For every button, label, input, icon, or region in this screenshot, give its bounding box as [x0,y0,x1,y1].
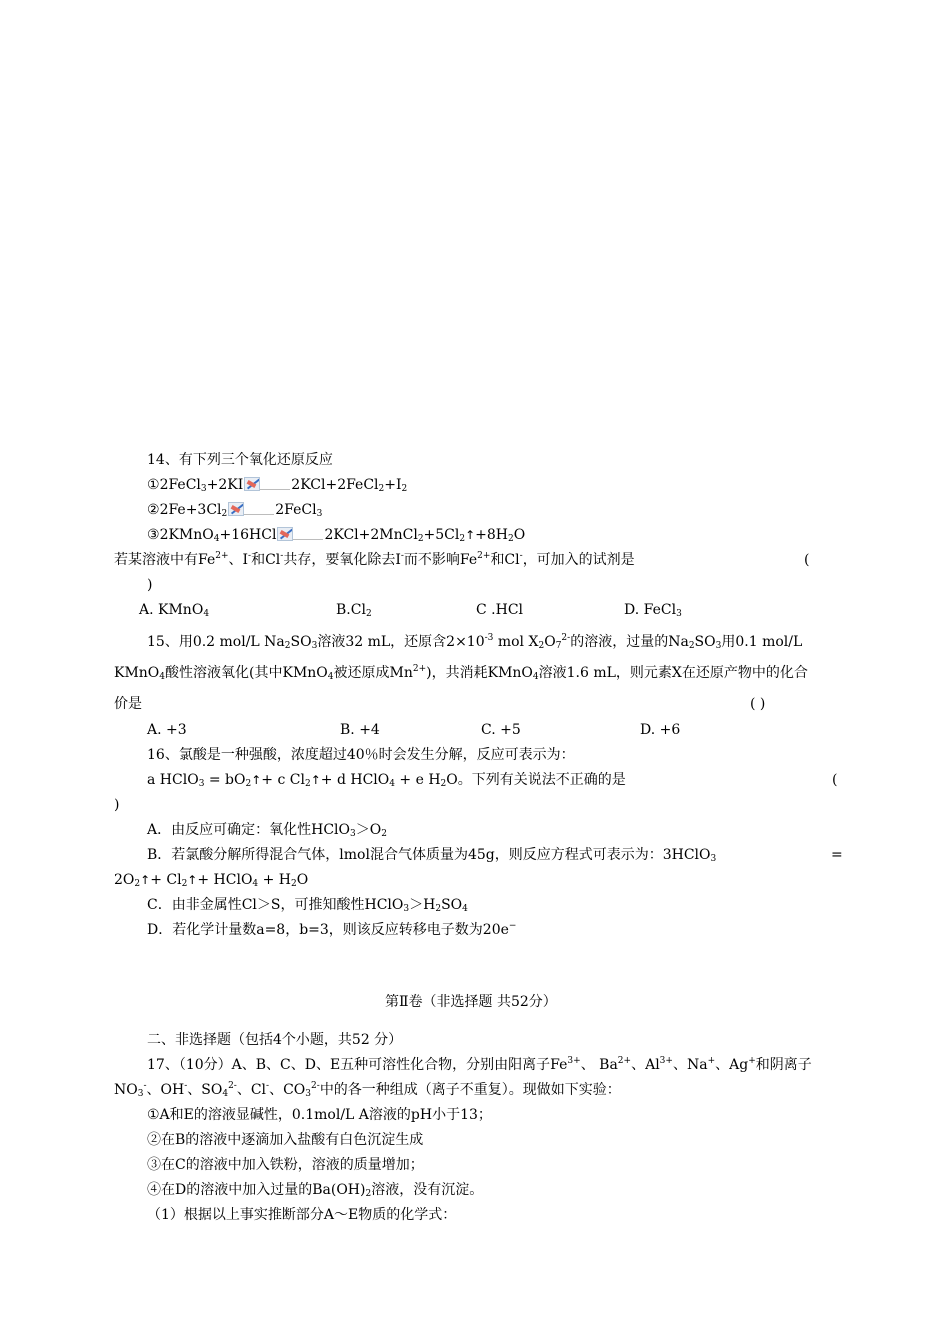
answer-paren-close: ) [114,797,120,813]
q14-option-c: C .HCl [476,602,524,618]
q16-option-a: A．由反应可确定：氧化性$HClO_3>O_2$ [147,822,387,839]
q16-option-b-cont: $2O_2↑+$ $Cl_2↑+$ HClO$_4$ + $H_2O$ [114,872,309,889]
answer-paren: ( ) [750,696,766,712]
q15-line-3: 价是 [114,696,142,712]
reaction-condition-image [228,502,274,516]
q17-experiment-2: ②在B的溶液中逐滴加入盐酸有白色沉淀生成 [147,1132,424,1148]
q15-line-1: 15、用0.2 mol/L $Na_2SO_3$溶液32 mL，还原含$2\times 10^{-3}$ mol $X_2O_7^{2-}$的溶液，过量的$Na_2SO_3$用0.1 mol/L [147,633,803,651]
section-subtitle: 二、非选择题（包括4个小题，共52 分） [147,1032,403,1048]
q15-option-d: D. +6 [640,722,681,738]
answer-paren-open: ( [832,772,838,788]
q16-line-1: 16、氯酸是一种强酸，浓度超过40％时会发生分解，反应可表示为： [147,747,575,763]
q17-line-1: 17、（10分）A、B、C、D、E五种可溶性化合物，分别由阳离子$Fe^{3+}$、 $Ba^{2+}$、$Al^{3+}$、Na+、Ag+和阴离子 [147,1056,812,1073]
q17-subquestion-1: （1）根据以上事实推断部分A～E物质的化学式： [147,1207,457,1223]
q17-line-2: $NO_3^-$、OH-、$SO_4^{2-}$、Cl-、$CO_3^{2-}$中的各一种组成（离子不重复）。现做如下实验： [114,1081,621,1099]
q15-option-a: A. +3 [147,722,187,738]
q16-option-b: B．若氯酸分解所得混合气体，lmol混合气体质量为45g，则反应方程式可表示为：3HClO$_3$ [147,847,717,864]
reaction-condition-image [244,477,290,491]
q14-option-a: A. KMnO$_4$ [139,602,210,619]
q14-option-b: $B.Cl_2$ [336,602,372,619]
q14-title: 14、有下列三个氧化还原反应 [147,452,333,468]
q15-option-b: B. +4 [340,722,380,738]
answer-paren-close: ) [147,577,153,593]
q16-option-d: D．若化学计量数a=8，b=3，则该反应转移电子数为20e− [147,921,517,938]
section-title: 第Ⅱ卷（非选择题 共52分） [385,994,557,1010]
answer-paren-open: ( [804,552,810,568]
q17-experiment-1: ①A和E的溶液显碱性，0.1mol/L A溶液的pH小于13； [147,1107,492,1123]
reaction-condition-image [277,527,323,541]
broken-image-icon [228,502,244,516]
q14-reaction-2: $②2Fe+3Cl_2$ 2FeCl$_3$ [147,502,323,519]
q16-option-b-equals: = [831,847,843,863]
q17-experiment-3: ③在C的溶液中加入铁粉，溶液的质量增加； [147,1157,424,1173]
q14-option-d: D. FeCl$_3$ [624,602,682,619]
q15-line-2: KMnO$_4$酸性溶液氧化(其中KMnO$_4$被还原成$Mn^{2+}$)，共消耗KMnO$_4$溶液1.6 mL，则元素X在还原产物中的化合 [114,664,808,682]
q14-reaction-3: ③2KMnO$_4$+16HCl $2KCl+2MnCl_2+5Cl_2↑+8H_2O$ [147,527,526,544]
q17-experiment-4: ④在D的溶液中加入过量的$Ba(OH)_2$溶液，没有沉淀。 [147,1182,484,1199]
q14-stem: 若某溶液中有$Fe^{2+}$、I-和Cl-共存，要氧化除去I-而不影响$Fe^{2+}$和Cl-，可加入的试剂是 [114,551,635,568]
q14-reaction-1: ①2FeCl$_3$+2KI $2KCl+2FeCl_2+I_2$ [147,477,408,494]
broken-image-icon [244,477,260,491]
broken-image-icon [277,527,293,541]
q16-option-c: C．由非金属性Cl＞S，可推知酸性$HClO_3>H_2SO_4$ [147,897,468,914]
q15-option-c: C. +5 [481,722,521,738]
q16-equation: a HClO$_3$ = $bO_2↑+ c$ $Cl_2↑+ d$ HClO$_4$ + e $H_2O$。下列有关说法不正确的是 [147,772,626,789]
